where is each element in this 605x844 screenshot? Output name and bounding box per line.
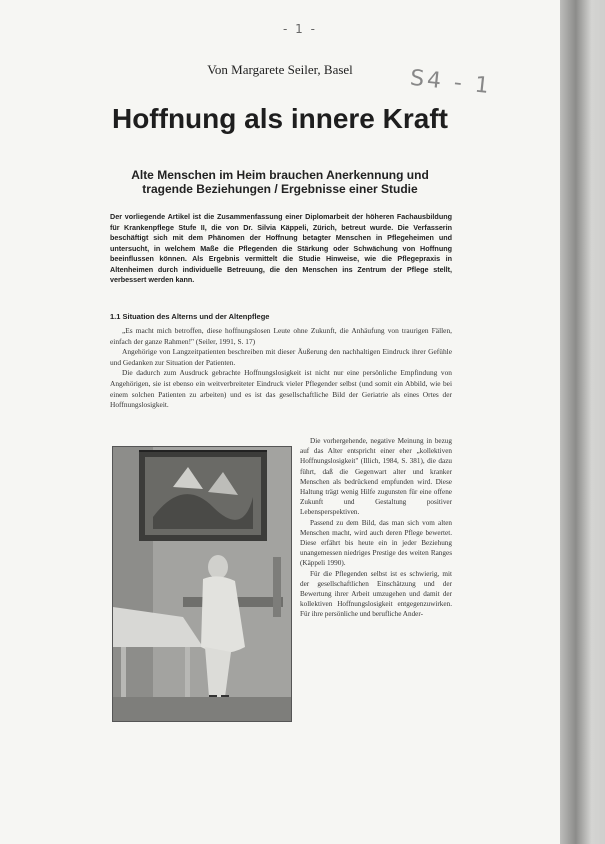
book-spine-edge: [560, 0, 605, 844]
section-heading: 1.1 Situation des Alterns und der Altenpflege: [110, 312, 270, 321]
body-paragraph: Die dadurch zum Ausdruck gebrachte Hoffnungslosigkeit ist nicht nur eine persönliche Empfindung von Angehörigen, sie ist ebenso ein weitverbreiteter Eindruck vieler Pflegender selbst (und somit ein Abbild, wie bei einem solchen Patienten zu arbeiten) und es ist das gesellschaftliche Bild der Geriatrie als eines Ortes der Hoffnungslosigkeit.: [110, 368, 452, 410]
body-paragraph: Angehörige von Langzeitpatienten beschreiben mit dieser Äußerung den nachhaltigen Eindruck ihrer Gefühle und Gedanken zur Situation der Patienten.: [110, 347, 452, 367]
body-paragraph: „Es macht mich betroffen, diese hoffnungslosen Leute ohne Zukunft, die Anhäufung von traurigen Fällen, einfach der ganze Rahmen!" (Seiler, 1991, S. 17): [110, 326, 452, 346]
lead-paragraph: Der vorliegende Artikel ist die Zusammenfassung einer Diplomarbeit der höheren Fachausbildung für Krankenpflege Stufe II, die von Dr. Silvia Käppeli, Zürich, betreut wurde. Die Verfasserin beschäftigt sich mit dem Phänomen der Hoffnung betagter Menschen in Pflegeheimen und untersucht, in welchem Maße die Pflegenden die Stärkung oder Schwächung von Hoffnung beeinflussen können. Als Ergebnis vermittelt die Studie Hinweise, wie die Pflegepraxis in Altenheimen durch individuelle Betreuung, die den Menschen ins Zentrum der Pflege stellt, verbessert werden kann.: [110, 212, 452, 284]
photo-illustration: [113, 447, 291, 721]
article-photo: [112, 446, 292, 722]
body-paragraph: Für die Pflegenden selbst ist es schwierig, mit der gesellschaftlichen Einschätzung und der Bewertung ihrer Arbeit umzugehen und damit der kollektiven Hoffnungslosigkeit entgegenzuwirken. Für ihre persönliche und berufliche Ander-: [300, 569, 452, 619]
handwritten-reference-mark: S4 - 1: [408, 65, 493, 100]
handwritten-page-mark: - 1 -: [283, 22, 317, 36]
body-text-top: [110, 326, 452, 411]
body-paragraph: Passend zu dem Bild, das man sich vom alten Menschen macht, wird auch deren Pflege bewertet. Diese erfährt bis heute ein in jeder Beziehung unangemessen niedriges Prestige des weiten Ranges (Käppeli 1990).: [300, 518, 452, 568]
article-title: Hoffnung als innere Kraft: [111, 103, 448, 134]
article-subtitle: Alte Menschen im Heim brauchen Anerkennung und tragende Beziehungen / Ergebnisse einer Studie: [131, 168, 429, 196]
body-text-right-column: [300, 436, 452, 620]
body-paragraph: Die vorhergehende, negative Meinung in bezug auf das Alter entspricht einer eher „kollektiven Hoffnungslosigkeit" (Illich, 1984, S. 381), die dazu führt, daß die Gegenwart alter und kranker Menschen als bedrückend empfunden wird. Diese Haltung trägt wenig Hilfe zugunsten für eine offene Zukunft und Gestaltung positiver Lebensperspektiven.: [300, 437, 452, 517]
author-byline: Von Margarete Seiler, Basel: [207, 62, 353, 77]
